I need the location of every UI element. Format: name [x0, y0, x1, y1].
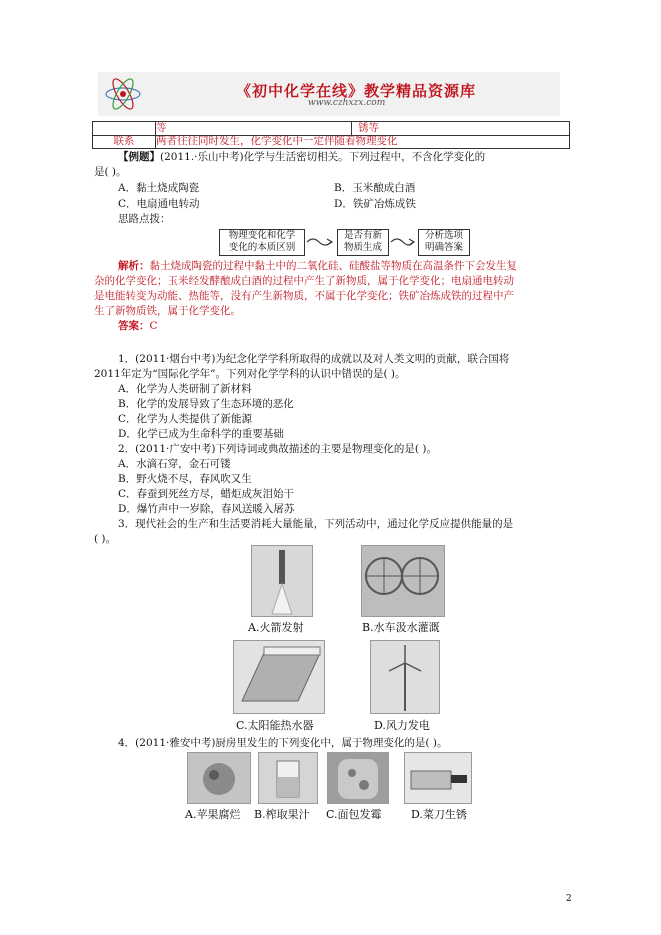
q1-line1: 1．(2011·烟台中考)为纪念化学学科所取得的成就以及对人类文明的贡献，联合国将 — [118, 353, 510, 365]
rotten-apple-image — [187, 752, 251, 804]
table-row — [93, 122, 569, 136]
q2-option-c: C．春蚕到死丝方尽，蜡炬成灰泪始干 — [118, 488, 295, 500]
q4-caption-a: A.苹果腐烂 — [185, 808, 241, 821]
water-wheel-icon — [362, 546, 444, 616]
juicing-image — [258, 752, 318, 804]
table-cell — [93, 122, 156, 135]
moldy-bread-image — [327, 752, 389, 804]
flow-arrow-icon — [305, 234, 335, 250]
hint-label: 思路点拨： — [118, 213, 171, 225]
q2-option-a: A．水滴石穿，金石可镂 — [118, 458, 231, 470]
q2-option-d: D．爆竹声中一岁除，春风送暖入屠苏 — [118, 503, 295, 515]
q1-option-d: D．化学已成为生命科学的重要基础 — [118, 428, 284, 440]
q3-caption-b: B.水车汲水灌溉 — [362, 621, 440, 634]
q1-option-b: B．化学的发展导致了生态环境的恶化 — [118, 398, 294, 410]
q3-line1: 3．现代社会的生产和生活要消耗大量能量，下列活动中，通过化学反应提供能量的是 — [118, 518, 514, 530]
flow-box-line: 物质生成 — [343, 242, 382, 253]
flow-box-line: 明确答案 — [424, 242, 463, 253]
atom-logo-icon — [104, 76, 142, 112]
q1-line2: 2011年定为“国际化学年”。下列对化学学科的认识中错误的是( )。 — [94, 368, 406, 380]
example-option-c: C．电扇通电转动 — [118, 198, 200, 210]
rocket-icon — [252, 546, 312, 616]
flow-box-line: 是否有新 — [343, 230, 382, 241]
example-option-b: B．玉米酿成白酒 — [334, 182, 416, 194]
table-divider — [351, 122, 352, 135]
wind-power-image — [370, 640, 440, 714]
q3-caption-d: D.风力发电 — [374, 719, 430, 732]
analysis-line1 — [118, 260, 517, 273]
q4-caption-d: D.菜刀生锈 — [411, 808, 467, 821]
answer-label: 答案： — [118, 320, 150, 332]
bread-icon — [328, 753, 388, 803]
example-question-line1 — [118, 151, 485, 164]
table-row — [93, 135, 569, 148]
flow-box-essential-difference — [219, 229, 305, 256]
answer-value: C — [149, 320, 158, 332]
banner-title: 《初中化学在线》教学精品资源库 — [236, 82, 477, 100]
water-wheel-image — [361, 545, 445, 617]
q4-line1: 4．(2011·雅安中考)厨房里发生的下列变化中，属于物理变化的是( )。 — [118, 737, 448, 749]
flow-box-line: 物理变化和化学 — [228, 230, 296, 241]
q1-option-a: A．化学为人类研制了新材料 — [118, 383, 252, 395]
flow-arrow-icon — [389, 234, 417, 250]
page-number: 2 — [566, 894, 572, 904]
flow-box-new-substance — [337, 229, 389, 256]
knife-icon — [405, 753, 471, 803]
solar-water-heater-image — [233, 640, 325, 714]
example-question-text: (2011.·乐山中考)化学与生活密切相关。下列过程中，不含化学变化的 — [160, 151, 486, 163]
flow-box-line: 变化的本质区别 — [228, 242, 296, 253]
answer-line — [118, 320, 158, 333]
wind-turbine-icon — [371, 641, 439, 713]
apple-icon — [188, 753, 250, 803]
table-cell: 等 — [156, 122, 167, 134]
q2-line1: 2．(2011·广安中考)下列诗词或典故描述的主要是物理变化的是( )。 — [118, 443, 437, 455]
rusty-knife-image — [404, 752, 472, 804]
q2-option-b: B．野火烧不尽，春风吹又生 — [118, 473, 252, 485]
analysis-line3: 是电能转变为动能、热能等，没有产生新物质，不属于化学变化；铁矿冶炼成铁的过程中产 — [94, 290, 514, 302]
table-cell: 两者往往同时发生，化学变化中一定伴随着物理变化 — [156, 135, 398, 147]
q3-line2: ( )。 — [94, 533, 117, 545]
analysis-line4: 生了新物质铁，属于化学变化。 — [94, 305, 241, 317]
analysis-line2: 杂的化学变化；玉米经发酵酿成白酒的过程中产生了新物质，属于化学变化；电扇通电转动 — [94, 275, 514, 287]
q4-caption-b: B.榨取果汁 — [254, 808, 310, 821]
q1-option-c: C．化学为人类提供了新能源 — [118, 413, 253, 425]
example-option-d: D．铁矿冶炼成铁 — [334, 198, 416, 210]
q3-caption-a: A.火箭发射 — [248, 621, 304, 634]
rocket-launch-image — [251, 545, 313, 617]
analysis-label: 解析： — [118, 260, 150, 272]
header-banner — [98, 72, 560, 116]
q3-caption-c: C.太阳能热水器 — [236, 719, 314, 732]
table-cell: 锈等 — [358, 122, 379, 134]
solar-panel-icon — [234, 641, 324, 713]
example-label: 【例题】 — [118, 151, 160, 163]
flow-box-line: 分析选项 — [424, 230, 463, 241]
juicer-icon — [259, 753, 317, 803]
analysis-text: 黏土烧成陶瓷的过程中黏土中的二氧化硅、硅酸盐等物质在高温条件下会发生复 — [149, 260, 517, 272]
flow-box-analyze-options — [418, 229, 470, 256]
example-option-a: A．黏土烧成陶瓷 — [118, 182, 200, 194]
banner-url: www.czhxzx.com — [308, 98, 386, 108]
comparison-table — [92, 121, 570, 149]
example-question-line2: 是( )。 — [94, 166, 127, 178]
q4-caption-c: C.面包发霉 — [326, 808, 382, 821]
table-cell: 联系 — [93, 135, 156, 148]
